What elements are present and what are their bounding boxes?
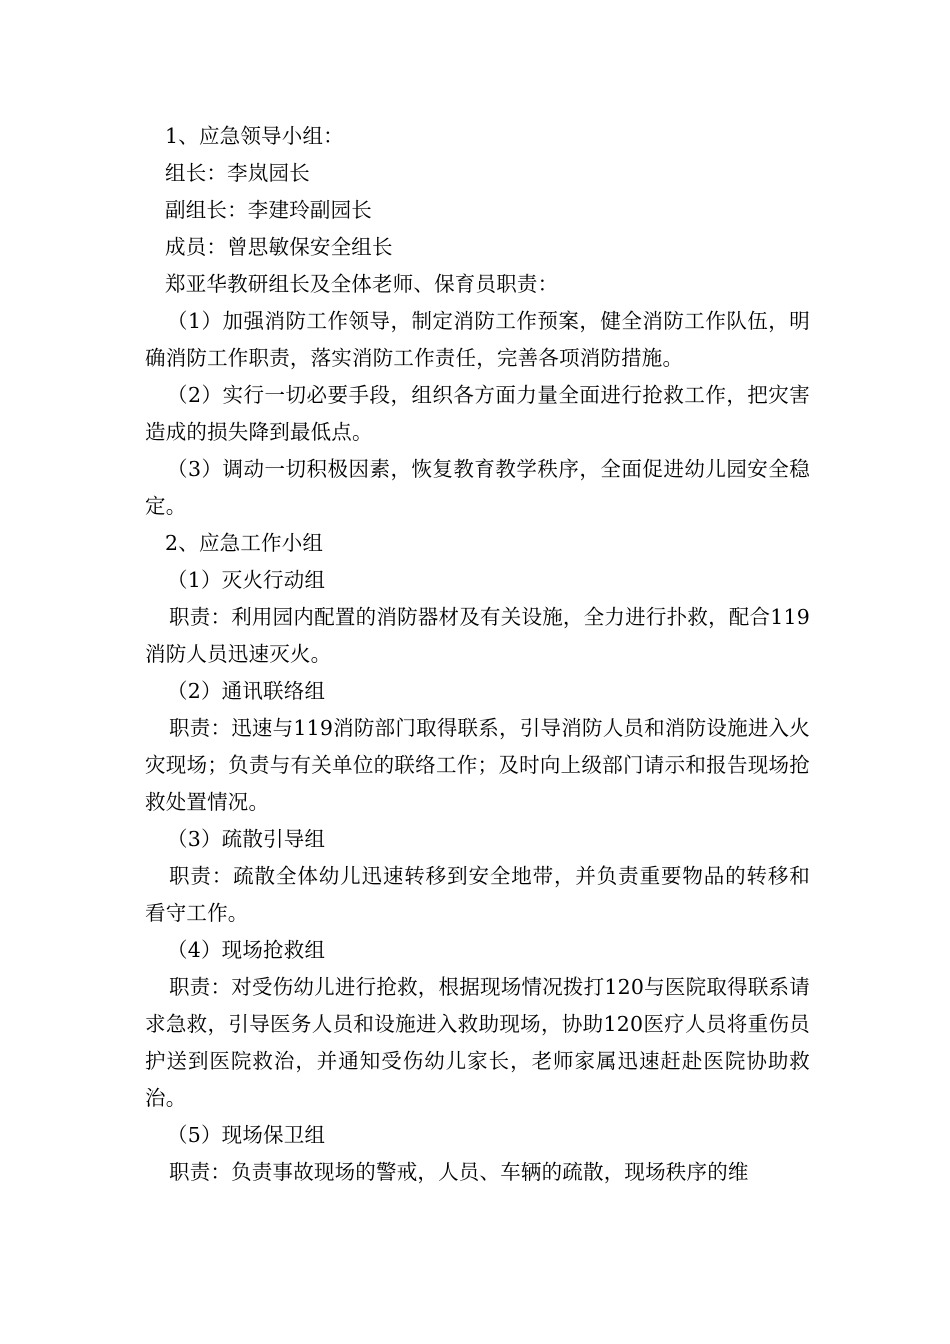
document-body — [145, 118, 810, 1191]
duty-item-2: （2）实行一切必要手段，组织各方面力量全面进行抢救工作，把灾害造成的损失降到最低点。 — [145, 383, 810, 444]
group-heading-security: （5）现场保卫组 — [167, 1123, 326, 1147]
group-duty-communication: 职责：迅速与119消防部门取得联系，引导消防人员和消防设施进入火灾现场；负责与有关单位的联络工作；及时向上级部门请示和报告现场抢救处置情况。 — [145, 716, 810, 814]
members-line: 成员：曾思敏保安全组长 — [165, 235, 393, 259]
group-duty-security: 职责：负责事故现场的警戒，人员、车辆的疏散，现场秩序的维 — [169, 1160, 749, 1184]
team-leader-line: 组长：李岚园长 — [165, 161, 310, 185]
group-heading-rescue: （4）现场抢救组 — [167, 938, 326, 962]
group-duty-rescue: 职责：对受伤幼儿进行抢救，根据现场情况拨打120与医院取得联系请求急救，引导医务人员和设施进入救助现场，协助120医疗人员将重伤员护送到医院救治，并通知受伤幼儿家长，老师家属迅速赶赴医院协助救治。 — [145, 975, 810, 1110]
group-heading-evacuation: （3）疏散引导组 — [167, 827, 326, 851]
group-duty-firefighting: 职责：利用园内配置的消防器材及有关设施，全力进行扑救，配合119消防人员迅速灭火。 — [145, 605, 810, 666]
members-duties-line: 郑亚华教研组长及全体老师、保育员职责： — [165, 272, 559, 296]
section-heading-work-group: 2、应急工作小组 — [165, 531, 324, 555]
group-heading-firefighting: （1）灭火行动组 — [167, 568, 326, 592]
group-duty-evacuation: 职责：疏散全体幼儿迅速转移到安全地带，并负责重要物品的转移和看守工作。 — [145, 864, 810, 925]
duty-item-3: （3）调动一切积极因素，恢复教育教学秩序，全面促进幼儿园安全稳定。 — [145, 457, 810, 518]
deputy-leader-line: 副组长：李建玲副园长 — [165, 198, 372, 222]
section-heading-leadership-group: 1、应急领导小组： — [165, 124, 344, 148]
duty-item-1: （1）加强消防工作领导，制定消防工作预案，健全消防工作队伍，明确消防工作职责，落实消防工作责任，完善各项消防措施。 — [145, 309, 810, 370]
group-heading-communication: （2）通讯联络组 — [167, 679, 326, 703]
